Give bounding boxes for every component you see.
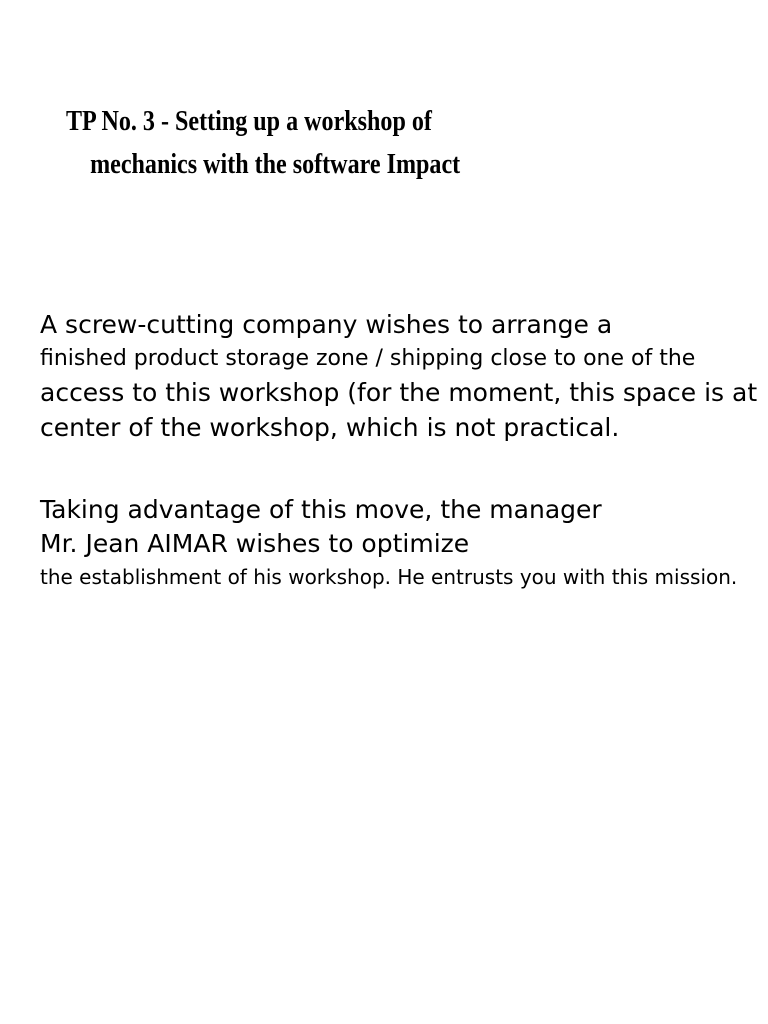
paragraph-line: center of the workshop, which is not practical. bbox=[40, 413, 620, 442]
title-line: TP No. 3 - Setting up a workshop of bbox=[66, 106, 432, 137]
paragraph-line: the establishment of his workshop. He entrusts you with this mission. bbox=[40, 565, 738, 589]
paragraph-line: A screw-cutting company wishes to arrange a bbox=[40, 310, 613, 339]
paragraph-mission bbox=[40, 492, 737, 593]
document-title bbox=[66, 100, 616, 186]
paragraph-line: finished product storage zone / shipping close to one of the bbox=[40, 346, 696, 371]
title-line: mechanics with the software Impact bbox=[90, 149, 461, 180]
paragraph-line: access to this workshop (for the moment, this space is at bbox=[40, 378, 758, 407]
paragraph-line: Taking advantage of this move, the manager bbox=[40, 495, 602, 524]
paragraph-line: Mr. Jean AIMAR wishes to optimize bbox=[40, 529, 470, 558]
paragraph-storage-zone bbox=[40, 307, 757, 445]
